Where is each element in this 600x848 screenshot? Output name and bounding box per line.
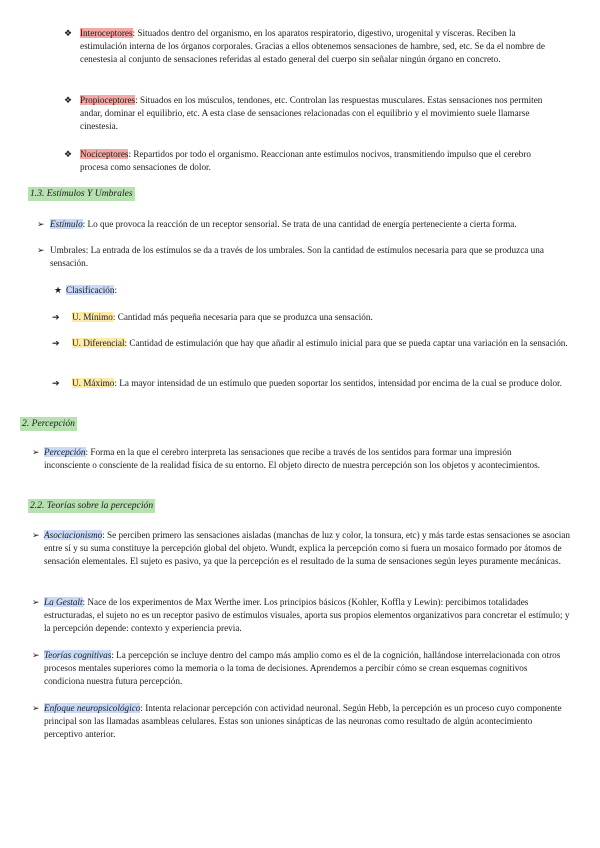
term-umbral-minimo: U. Mínimo bbox=[72, 312, 113, 322]
arrow-bullet-icon: ➢ bbox=[32, 447, 40, 457]
clasificacion-suffix: : bbox=[114, 285, 118, 295]
paragraph-umbrales: Umbrales: La entrada de los estímulos se da a través de los umbrales. Son la cantidad de estímulos necesaria para que se produzca una sensación. bbox=[50, 245, 544, 268]
paragraph-estimulo bbox=[50, 218, 570, 231]
heading-percepcion: 2. Percepción bbox=[22, 418, 75, 429]
term-teorias-cognitivas: Teorías cognitivas bbox=[44, 650, 112, 660]
text-asociacionismo: : Se perciben primero las sensaciones aisladas (manchas de luz y color, la tonsura, etc) y más tarde estas sensaciones se asocian entre sí y su suma constituye la percepción global del objeto. Wundt, explica la percepción como si fuera un mosaico formado por átomos de sensación elementales. El sujeto es pasivo, ya que la percepción es el resultado de la suma de sensaciones según leyes puramente mecánicas. bbox=[44, 530, 570, 566]
paragraph-umbral-minimo bbox=[72, 311, 570, 324]
text-percepcion: : Forma en la que el cerebro interpreta las sensaciones que recibe a través de los sentidos para formar una impresión inconsciente o consciente de la realidad física de su entorno. El objeto directo de nuestra percepción son los objetos y acontecimientos. bbox=[44, 447, 540, 470]
paragraph-teorias-cognitivas bbox=[44, 649, 570, 688]
clasificacion-term: Clasificación bbox=[66, 285, 115, 295]
diamond-bullet-icon: ❖ bbox=[64, 95, 73, 105]
paragraph-gestalt bbox=[44, 596, 570, 635]
arrow-bullet-icon: ➢ bbox=[32, 703, 40, 713]
term-umbral-maximo: U. Máximo bbox=[72, 378, 115, 388]
text-interoceptores: : Situados dentro del organismo, en los aparatos respiratorio, digestivo, urogenital y vísceras. Reciben la estimulación interna de los órganos corporales. Gracias a ellos obtenemos sensaciones de hambre, sed, etc. Se da el nombre de cenestesia al conjunto de sensaciones referidas al estado general del cuerpo sin señalar ningún órgano en concreto. bbox=[80, 28, 545, 64]
paragraph-propioceptores bbox=[80, 94, 558, 133]
paragraph-nociceptores bbox=[80, 148, 558, 174]
text-umbral-diferencial: : Cantidad de estimulación que hay que añadir al estímulo inicial para que se pueda captar una variación en la sensación. bbox=[124, 338, 568, 348]
arrow-bullet-icon: ➢ bbox=[32, 597, 40, 607]
paragraph-asociacionismo bbox=[44, 529, 570, 568]
text-umbral-maximo: : La mayor intensidad de un estímulo que pueden soportar los sentidos, intensidad por encima de la cual se produce dolor. bbox=[114, 378, 562, 388]
paragraph-percepcion bbox=[44, 446, 554, 472]
right-arrow-icon: ➔ bbox=[52, 312, 60, 322]
arrow-bullet-icon: ➢ bbox=[32, 650, 40, 660]
term-umbral-diferencial: U. Diferencial bbox=[72, 338, 125, 348]
term-enfoque-neuropsicologico: Enfoque neuropsicológico bbox=[44, 703, 141, 713]
term-interoceptores: Interoceptores bbox=[80, 28, 133, 38]
term-propioceptores: Propioceptores bbox=[80, 95, 136, 105]
heading-estimulos-umbrales: 1.3. Estímulos Y Umbrales bbox=[30, 188, 133, 199]
text-enfoque-neuropsicologico: : Intenta relacionar percepción con actividad neuronal. Según Hebb, la percepción es un proceso cuyo componente principal son las llamadas asambleas celulares. Estas son uniones sinápticas de las neuronas como resultado de algún acontecimiento perceptivo anterior. bbox=[44, 703, 562, 739]
paragraph-interoceptores bbox=[80, 27, 558, 66]
text-propioceptores: : Situados en los músculos, tendones, etc. Controlan las respuestas musculares. Estas sensaciones nos permiten andar, dominar el equilibrio, etc. A esta clase de sensaciones relacionadas con el equilibrio y el movimiento suele llamarse cinestesia. bbox=[80, 95, 543, 131]
paragraph-umbral-maximo bbox=[72, 377, 572, 390]
text-teorias-cognitivas: : La percepción se incluye dentro del campo más amplio como es el de la cognición, hallándose interrelacionada con otros procesos mentales superiores como la memoria o la toma de decisiones. Aprendemos a percibir cómo se crean esquemas cognitivos condiciona nuestra futura percepción. bbox=[44, 650, 561, 686]
text-nociceptores: : Repartidos por todo el organismo. Reaccionan ante estímulos nocivos, transmitiendo impulso que el cerebro procesa como sensaciones de dolor. bbox=[80, 149, 531, 172]
star-bullet-icon: ★ bbox=[54, 285, 63, 295]
right-arrow-icon: ➔ bbox=[52, 338, 60, 348]
heading-teorias-percepcion: 2.2. Teorías sobre la percepción bbox=[30, 500, 154, 511]
right-arrow-icon: ➔ bbox=[52, 378, 60, 388]
text-umbral-minimo: : Cantidad más pequeña necesaria para que se produzca una sensación. bbox=[112, 312, 373, 322]
term-estimulo: Estímulo bbox=[50, 219, 83, 229]
diamond-bullet-icon: ❖ bbox=[64, 28, 73, 38]
term-asociacionismo: Asociacionismo bbox=[44, 530, 103, 540]
text-estimulo: : Lo que provoca la reacción de un receptor sensorial. Se trata de una cantidad de energía perteneciente a cierta forma. bbox=[82, 219, 517, 229]
term-nociceptores: Nociceptores bbox=[80, 149, 129, 159]
arrow-bullet-icon: ➢ bbox=[37, 219, 45, 229]
arrow-bullet-icon: ➢ bbox=[37, 245, 45, 255]
diamond-bullet-icon: ❖ bbox=[64, 149, 73, 159]
paragraph-enfoque-neuropsicologico bbox=[44, 702, 570, 741]
arrow-bullet-icon: ➢ bbox=[32, 530, 40, 540]
text-gestalt: : Nace de los experimentos de Max Werthe imer. Los principios básicos (Kohler, Koffla y Lewin): percibimos totalidades estructuradas, el sujeto no es un receptor pasivo de estímulos visuales, aporta sus propios elementos organizativos para concretar el estímulo; y la percepción depende: contexto y experiencia previa. bbox=[44, 597, 570, 633]
term-percepcion: Percepción bbox=[44, 447, 86, 457]
paragraph-umbral-diferencial bbox=[72, 337, 572, 350]
term-gestalt: La Gestalt bbox=[44, 597, 83, 607]
clasificacion-label bbox=[66, 284, 117, 297]
